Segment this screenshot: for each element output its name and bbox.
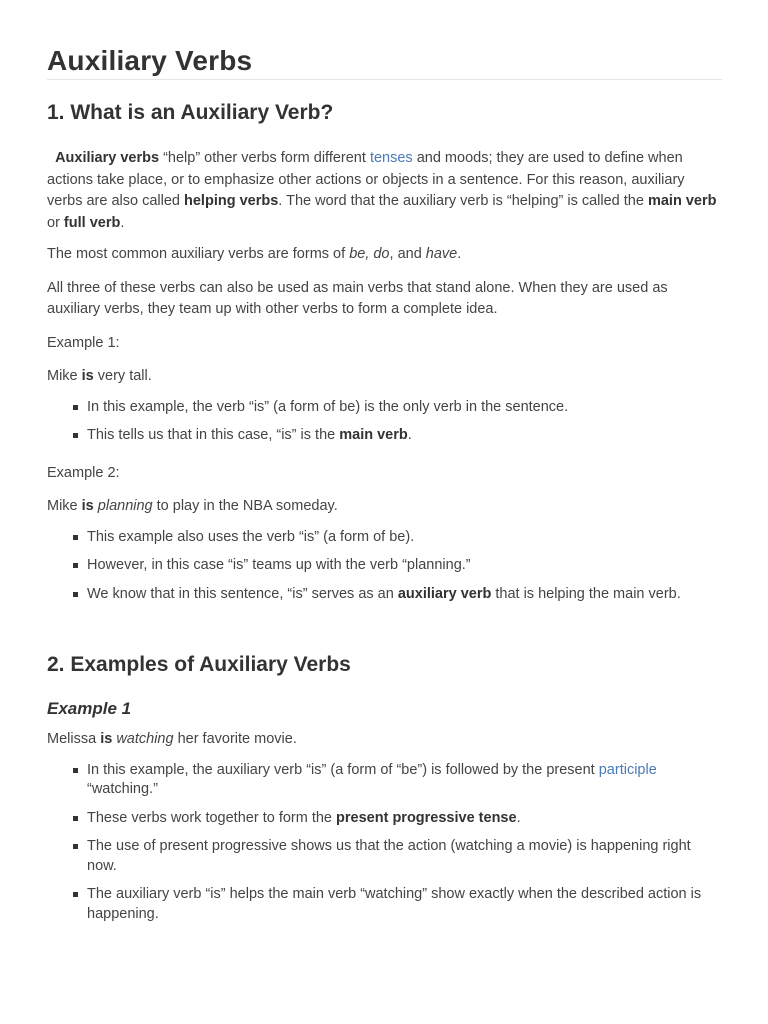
sentence-text: Mike	[47, 498, 82, 514]
intro-text-5: .	[120, 214, 125, 231]
example-1-sentence	[47, 366, 721, 388]
list-item	[73, 809, 721, 829]
bullet-marker	[73, 816, 78, 821]
list-item	[73, 761, 721, 800]
bullet-marker	[73, 892, 78, 897]
list-item-text: The use of present progressive shows us that the action (watching a movie) is happening right now.	[87, 838, 691, 874]
section-1-heading: 1. What is an Auxiliary Verb?	[47, 101, 334, 124]
have-italic: have	[425, 246, 458, 262]
intro-text-2: and moods; they are used to define when actions take place, or to emphasize other actions or objects in a sentence. For this reason, auxiliary verbs are also called	[47, 150, 685, 209]
list-item	[73, 556, 721, 576]
list-item-text: “watching.”	[87, 781, 158, 797]
term-main-verb: main verb	[339, 427, 408, 443]
term-auxiliary-verb: auxiliary verb	[397, 585, 492, 602]
common-text-3: .	[457, 246, 462, 262]
sentence-text: her favorite movie.	[173, 731, 297, 747]
section-2-bullet-list	[47, 761, 721, 925]
page-title: Auxiliary Verbs	[47, 45, 253, 76]
intro-text-1: “help” other verbs form different	[159, 150, 370, 166]
bullet-marker	[73, 535, 78, 540]
sentence-bold-is: is	[100, 731, 113, 747]
list-item-text: In this example, the auxiliary verb “is” (a form of “be”) is followed by the present	[87, 761, 599, 778]
tenses-link[interactable]: tenses	[369, 150, 413, 166]
bullet-marker	[73, 405, 78, 410]
sentence-bold-is: is	[81, 498, 94, 514]
intro-text-4: or	[47, 214, 64, 231]
example-2-label: Example 2:	[47, 464, 120, 481]
list-item-text: .	[516, 809, 521, 826]
example-2-bullet-list	[47, 528, 721, 605]
list-item	[73, 398, 721, 418]
example-1-bullet-list	[47, 398, 721, 446]
example-2-sentence	[47, 496, 721, 518]
list-item-text: In this example, the verb “is” (a form of be) is the only verb in the sentence.	[87, 398, 569, 415]
sentence-bold-is: is	[81, 368, 94, 384]
sentence-text: Melissa	[47, 731, 101, 747]
title-divider	[47, 79, 722, 80]
sentence-italic-watching: watching	[116, 731, 174, 747]
standalone-paragraph: All three of these verbs can also be used as main verbs that stand alone. When they are used as auxiliary verbs, they team up with other verbs to form a complete idea.	[47, 279, 668, 317]
term-auxiliary-verbs: Auxiliary verbs	[55, 150, 160, 166]
list-item	[73, 585, 721, 605]
list-item	[73, 885, 721, 924]
sentence-italic-planning: planning	[97, 498, 153, 514]
list-item	[73, 528, 721, 548]
sentence-text: very tall.	[93, 368, 152, 384]
bullet-marker	[73, 592, 78, 597]
list-item-text: The auxiliary verb “is” helps the main verb “watching” show exactly when the described action is happening.	[87, 886, 702, 922]
bullet-marker	[73, 768, 78, 773]
term-full-verb: full verb	[63, 214, 121, 231]
list-item-text: .	[407, 427, 412, 443]
common-verbs-paragraph	[47, 244, 721, 266]
term-main-verb: main verb	[647, 193, 717, 209]
intro-text-3: . The word that the auxiliary verb is “helping” is called the	[278, 193, 648, 209]
be-do-italic: be, do	[349, 246, 390, 262]
example-1-heading: Example 1	[47, 699, 132, 718]
list-item	[73, 837, 721, 876]
list-item	[73, 426, 721, 446]
bullet-marker	[73, 844, 78, 849]
term-present-progressive: present progressive tense	[336, 809, 517, 826]
section-2-heading: 2. Examples of Auxiliary Verbs	[47, 653, 351, 676]
sentence-text: to play in the NBA someday.	[152, 498, 338, 514]
bullet-marker	[73, 433, 78, 438]
intro-paragraph	[47, 148, 721, 234]
list-item-text: However, in this case “is” teams up with the verb “planning.”	[87, 557, 471, 573]
common-text-1: The most common auxiliary verbs are forms of	[47, 246, 350, 262]
participle-link[interactable]: participle	[598, 761, 657, 778]
common-text-2: , and	[389, 246, 426, 262]
list-item-text: This example also uses the verb “is” (a form of be).	[87, 528, 415, 545]
melissa-sentence	[47, 729, 721, 751]
term-helping-verbs: helping verbs	[184, 193, 279, 209]
bullet-marker	[73, 563, 78, 568]
sentence-text: Mike	[47, 368, 82, 384]
list-item-text: This tells us that in this case, “is” is the	[87, 427, 340, 443]
example-1-label: Example 1:	[47, 334, 120, 351]
list-item-text: that is helping the main verb.	[491, 585, 681, 602]
list-item-text: We know that in this sentence, “is” serves as an	[87, 585, 398, 602]
list-item-text: These verbs work together to form the	[87, 809, 337, 826]
